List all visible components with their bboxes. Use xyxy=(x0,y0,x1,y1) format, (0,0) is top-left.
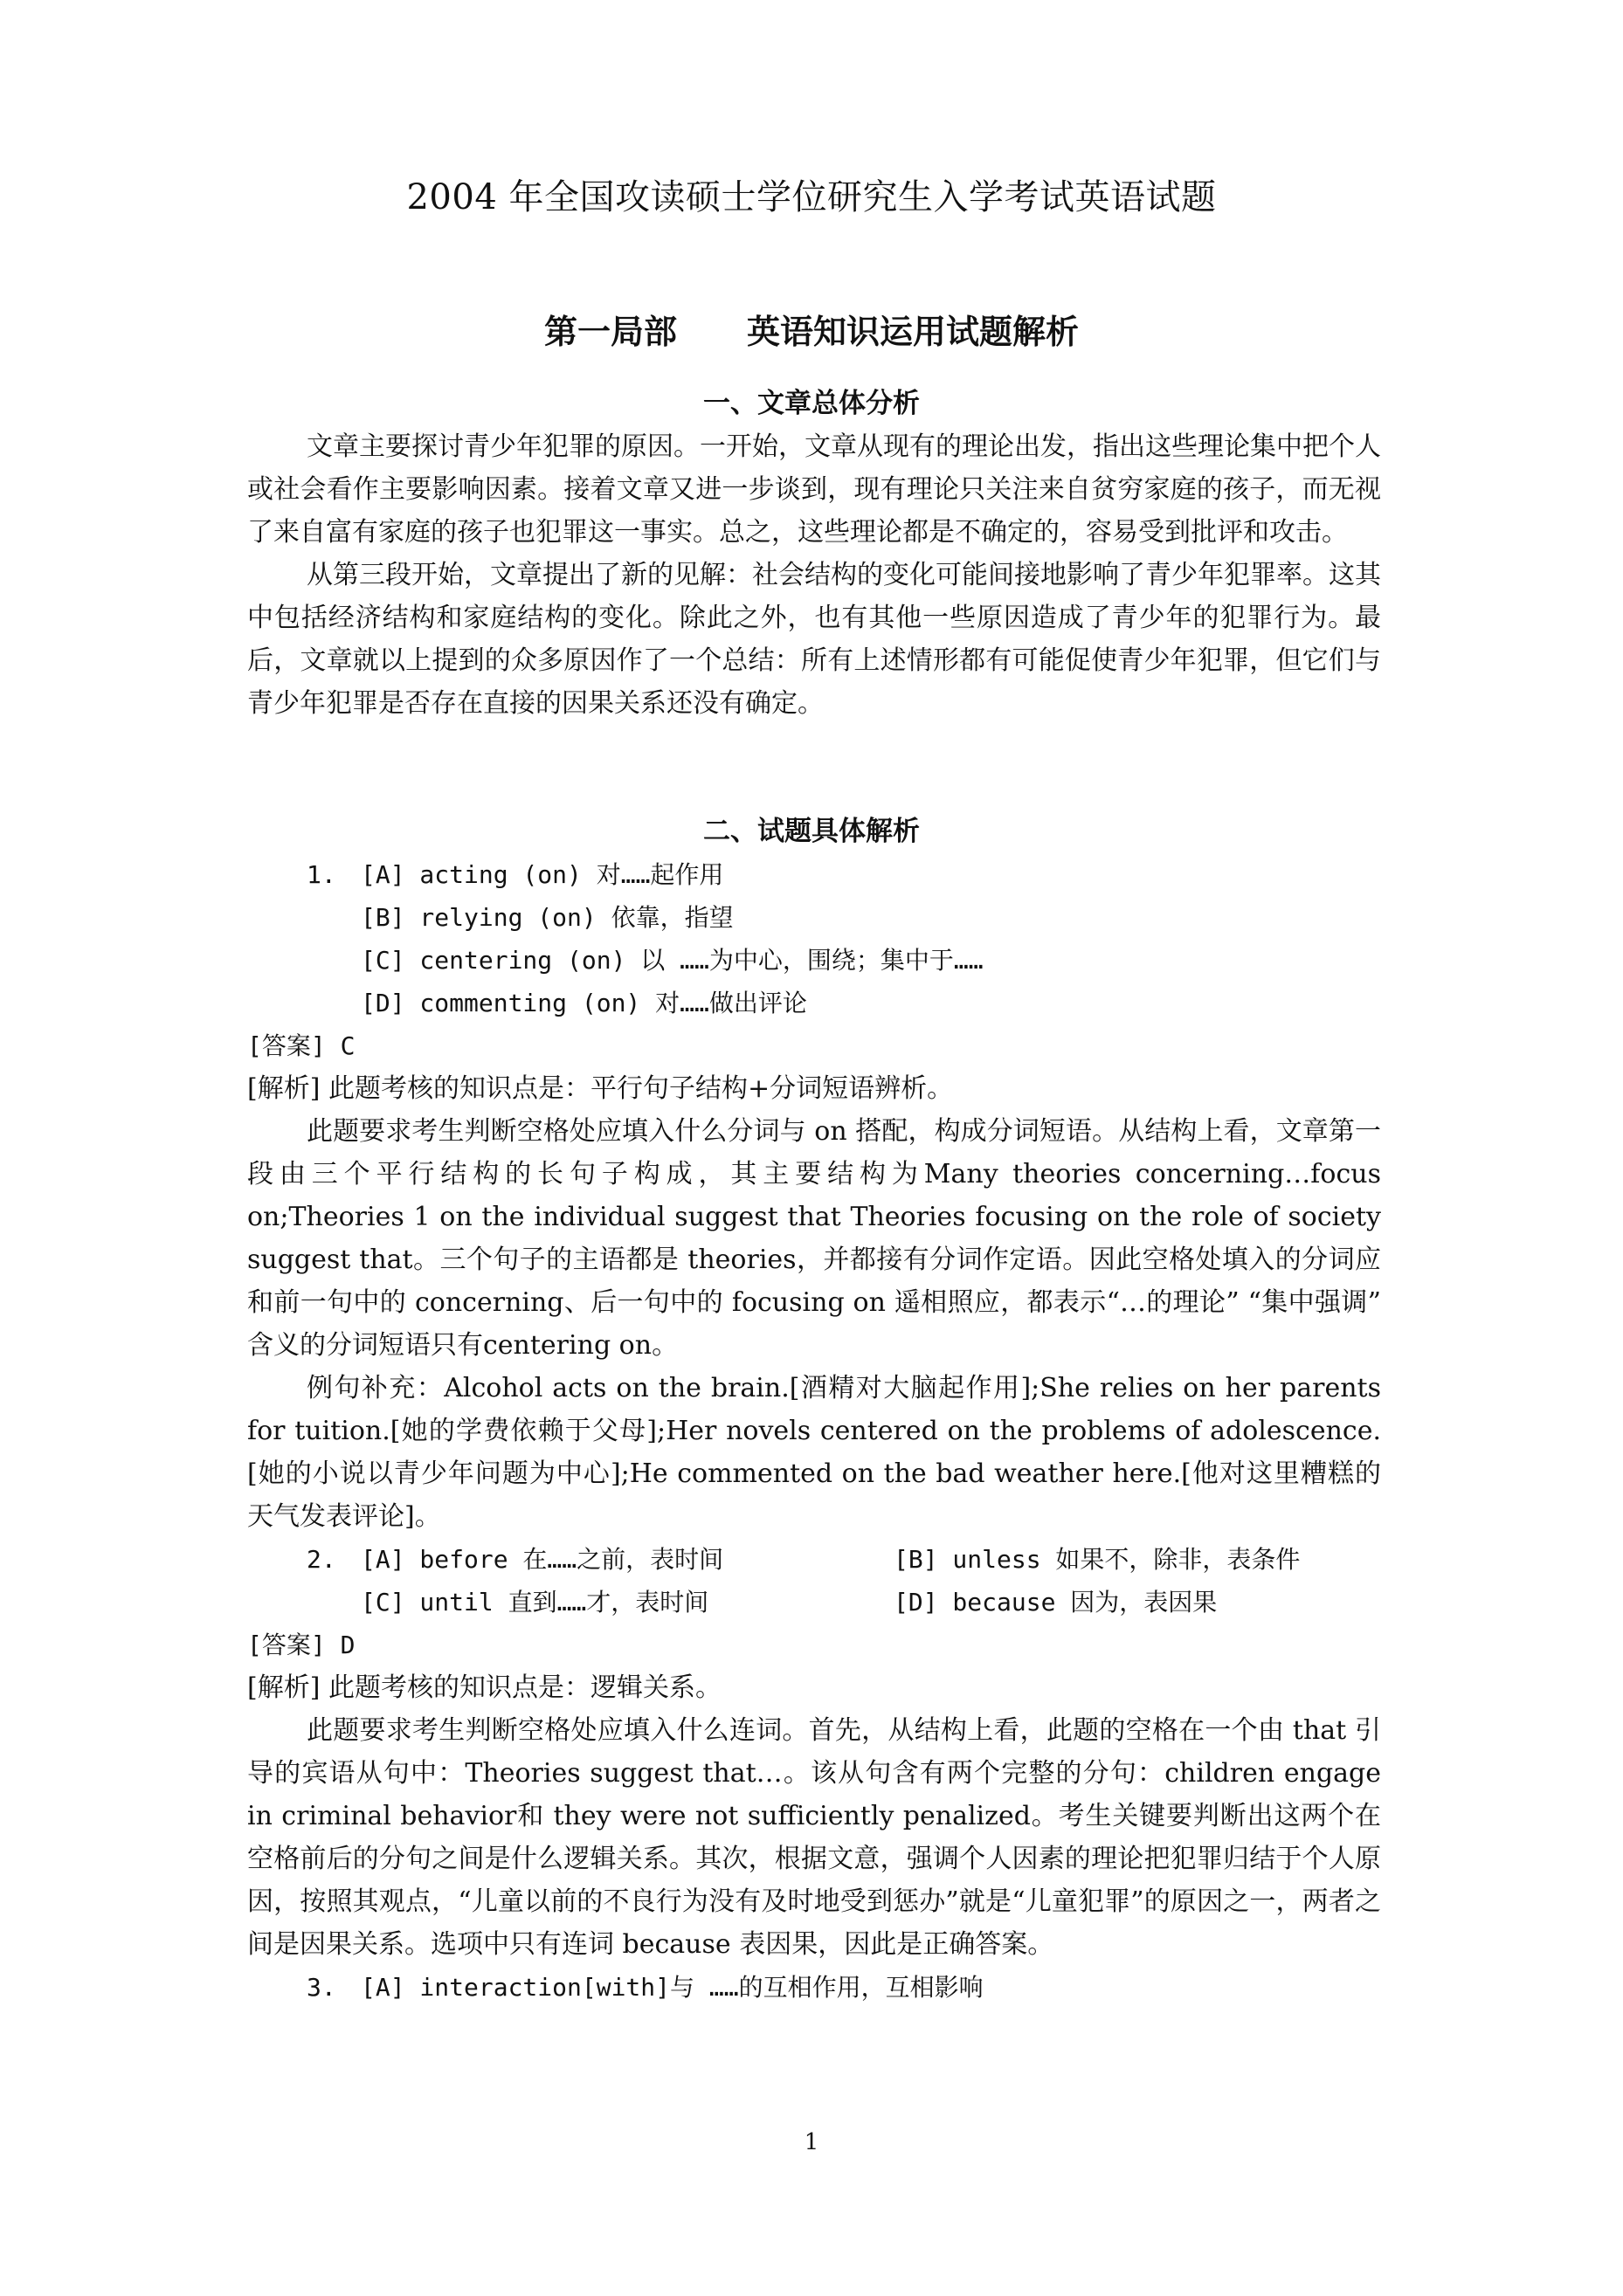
q1-option-d: [D] commenting (on) 对……做出评论 xyxy=(361,989,807,1017)
q1-option-c: [C] centering (on) 以 ……为中心，围绕；集中于…… xyxy=(361,946,984,975)
q1-answer: [答案] C xyxy=(247,1031,356,1060)
overview-text xyxy=(247,425,1381,725)
document-title: 2004 年全国攻读硕士学位研究生入学考试英语试题 xyxy=(406,177,1217,217)
q1-option-b: [B] relying (on) 依靠，指望 xyxy=(361,903,734,932)
q1-number: 1. xyxy=(307,860,336,889)
q2-options-row-2 xyxy=(247,1581,1381,1624)
overview-paragraph: 文章主要探讨青少年犯罪的原因。一开始，文章从现有的理论出发，指出这些理论集中把个人或社会看作主要影响因素。接着文章又进一步谈到，现有理论只关注来自贫穷家庭的孩子，而无视了来自富有家庭的孩子也犯罪这一事实。总之，这些理论都是不确定的，容易受到批评和攻击。 xyxy=(247,431,1381,548)
section-heading-overview: 一、文章总体分析 xyxy=(703,388,920,419)
q1-option-a: 1. [A] acting (on) 对……起作用 xyxy=(247,853,1381,896)
q2-answer: [答案] D xyxy=(247,1631,356,1659)
q2-option-c: [C] until 直到……才，表时间 xyxy=(361,1588,709,1617)
q3-option-a: 3. [A] interaction[with]与 ……的互相作用，互相影响 xyxy=(247,1966,1381,2009)
question-analysis xyxy=(247,853,1381,2009)
q2-option-d: [D] because 因为，表因果 xyxy=(894,1588,1218,1617)
part-heading xyxy=(0,307,1623,356)
q1-examples: 例句补充：Alcohol acts on the brain.[酒精对大脑起作用];She relies on her parents for tuition.[她的学费依赖于父母];Her novels centered on the problems of adolescence.[她的小说以青少年问题为中心];He commented on the bad weather here.[他对这里糟糕的天气发表评论]。 xyxy=(247,1373,1381,1532)
page-number: 1 xyxy=(804,2129,819,2155)
q2-option-b: [B] unless 如果不，除非，表条件 xyxy=(894,1545,1301,1574)
q1-analysis-label: [解析] 此题考核的知识点是：平行句子结构+分词短语辨析。 xyxy=(247,1073,954,1104)
part-name: 第一局部 xyxy=(543,312,677,351)
q3-number: 3. xyxy=(307,1973,336,2002)
q2-options-row-1 xyxy=(247,1538,1381,1581)
q2-analysis-label: [解析] 此题考核的知识点是：逻辑关系。 xyxy=(247,1672,722,1703)
overview-paragraph: 从第三段开始，文章提出了新的见解：社会结构的变化可能间接地影响了青少年犯罪率。这其中包括经济结构和家庭结构的变化。除此之外，也有其他一些原因造成了青少年的犯罪行为。最后，文章就以上提到的众多原因作了一个总结：所有上述情形都有可能促使青少年犯罪，但它们与青少年犯罪是否存在直接的因果关系还没有确定。 xyxy=(247,560,1381,719)
q2-explanation: 此题要求考生判断空格处应填入什么连词。首先，从结构上看，此题的空格在一个由 that 引导的宾语从句中：Theories suggest that…。该从句含有两个完整的分句：children engage in criminal behavior和 they were not sufficiently penalized。考生关键要判断出这两个在空格前后的分句之间是什么逻辑关系。其次，根据文意，强调个人因素的理论把犯罪归结于个人原因，按照其观点，“儿童以前的不良行为没有及时地受到惩办”就是“儿童犯罪”的原因之一，两者之间是因果关系。选项中只有连词 because 表因果，因此是正确答案。 xyxy=(247,1715,1381,1960)
q1-explanation: 此题要求考生判断空格处应填入什么分词与 on 搭配，构成分词短语。从结构上看，文章第一段由三个平行结构的长句子构成，其主要结构为Many theories concerning…focus on;Theories 1 on the individual suggest that Theories focusing on the role of society suggest that。三个句子的主语都是 theories，并都接有分词作定语。因此空格处填入的分词应和前一句中的 concerning、后一句中的 focusing on 遥相照应，都表示“…的理论” “集中强调” 含义的分词短语只有centering on。 xyxy=(247,1116,1381,1361)
q2-option-a: [A] before 在……之前，表时间 xyxy=(361,1545,724,1574)
q2-number: 2. xyxy=(307,1545,336,1574)
section-heading-details: 二、试题具体解析 xyxy=(703,816,920,847)
part-subject: 英语知识运用试题解析 xyxy=(747,312,1080,351)
